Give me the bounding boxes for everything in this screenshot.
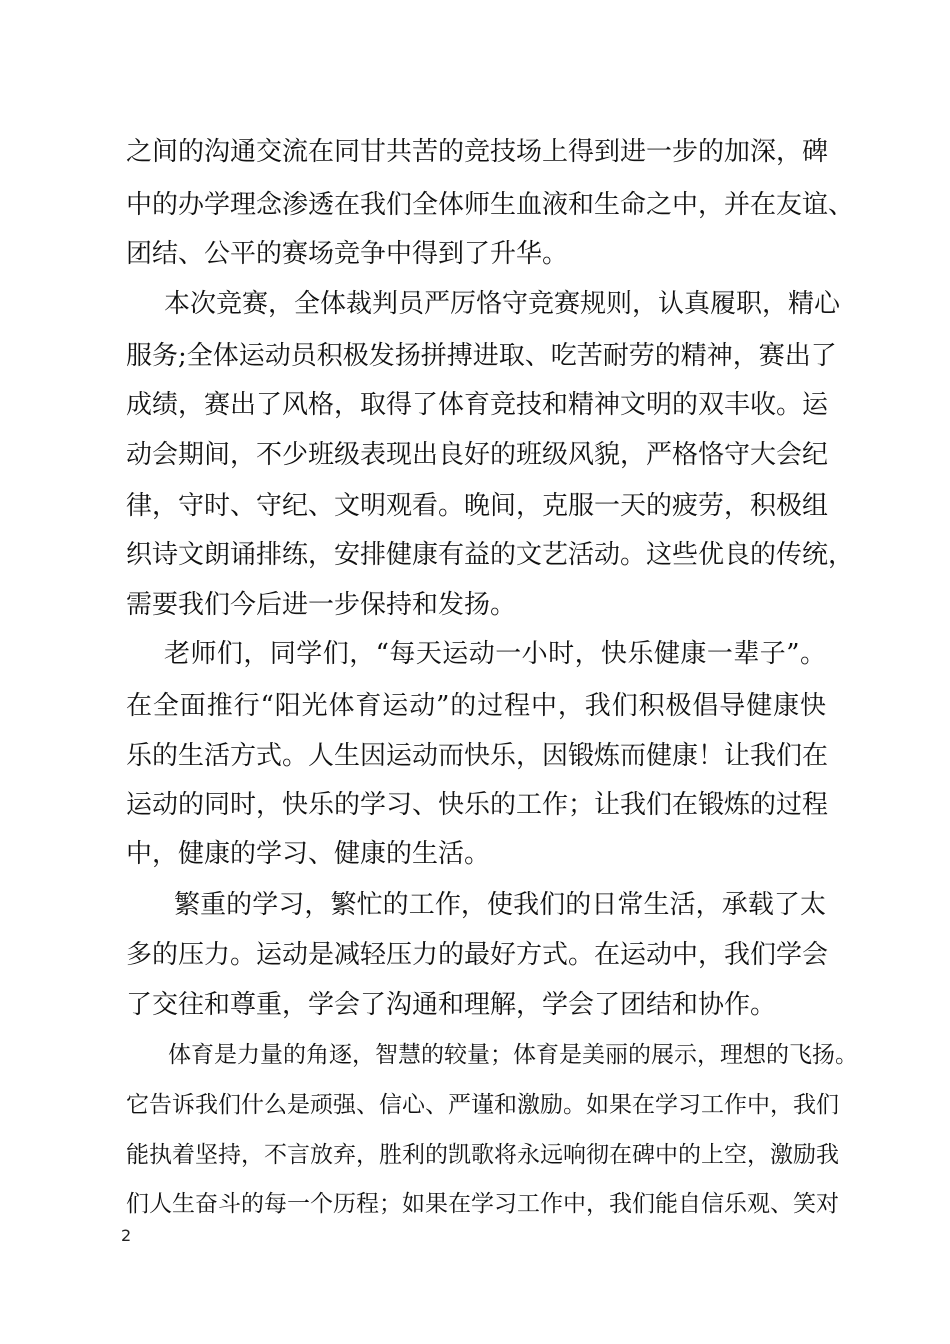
text-line: 多的压力。运动是减轻压力的最好方式。在运动中，我们学会: [126, 940, 829, 970]
text-line: 织诗文朗诵排练，安排健康有益的文艺活动。这些优良的传统，: [126, 540, 855, 570]
text-line: 成绩，赛出了风格，取得了体育竞技和精神文明的双丰收。运: [126, 390, 829, 420]
text-line: 动会期间，不少班级表现出良好的班级风貌，严格恪守大会纪: [126, 440, 829, 470]
text-line: 们人生奋斗的每一个历程；如果在学习工作中，我们能自信乐观、笑对: [126, 1191, 839, 1217]
text-line: 体育是力量的角逐，智慧的较量；体育是美丽的展示，理想的飞扬。: [168, 1042, 858, 1068]
text-line: 团结、公平的赛场竞争中得到了升华。: [126, 239, 569, 269]
text-line: 需要我们今后进一步保持和发扬。: [126, 590, 517, 620]
page-number: 2: [121, 1226, 132, 1245]
text-line: 了交往和尊重，学会了沟通和理解，学会了团结和协作。: [126, 990, 777, 1020]
text-line: 繁重的学习，繁忙的工作，使我们的日常生活，承载了太: [174, 890, 826, 920]
text-line: 它告诉我们什么是顽强、信心、严谨和激励。如果在学习工作中，我们: [126, 1092, 839, 1118]
text-line: 律，守时、守纪、文明观看。晚间，克服一天的疲劳，积极组: [126, 491, 829, 521]
text-line: 中，健康的学习、健康的生活。: [126, 839, 491, 869]
text-line: 服务;全体运动员积极发扬拼搏进取、吃苦耐劳的精神，赛出了: [126, 341, 837, 371]
text-line: 乐的生活方式。人生因运动而快乐，因锻炼而健康！让我们在: [126, 741, 829, 771]
text-line: 之间的沟通交流在同甘共苦的竞技场上得到进一步的加深，碑: [126, 137, 829, 167]
text-line: 中的办学理念渗透在我们全体师生血液和生命之中，并在友谊、: [126, 190, 855, 220]
text-line: 在全面推行“阳光体育运动”的过程中，我们积极倡导健康快: [126, 691, 826, 721]
text-line: 本次竞赛，全体裁判员严厉恪守竞赛规则，认真履职，精心: [164, 289, 841, 319]
text-line: 运动的同时，快乐的学习、快乐的工作；让我们在锻炼的过程: [126, 790, 829, 820]
text-line: 老师们，同学们，“每天运动一小时，快乐健康一辈子”。: [164, 639, 826, 669]
text-line: 能执着坚持，不言放弃，胜利的凯歌将永远响彻在碑中的上空，激励我: [126, 1142, 839, 1168]
